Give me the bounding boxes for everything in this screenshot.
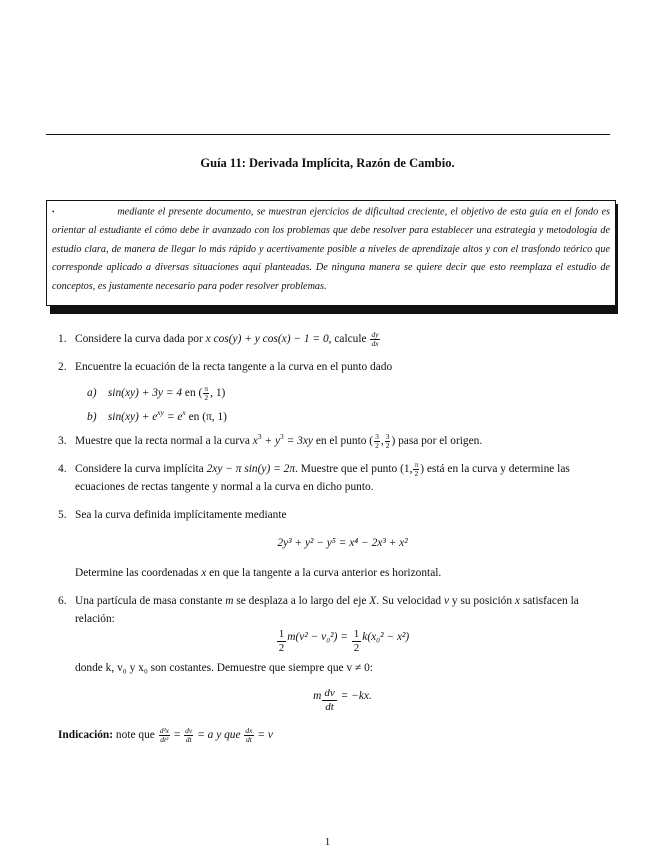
problem-after: Determine las coordenadas	[75, 567, 199, 579]
subitem-mid: en	[188, 411, 200, 423]
fraction-denominator: 2	[375, 441, 379, 450]
problem-text: Muestre que la recta normal a la curva	[75, 435, 250, 447]
variable-x: x	[514, 595, 520, 607]
point-fraction	[203, 385, 209, 402]
problem-tail: ) está en la curva y determine las ecuaciones de rectas tangente y normal a la curva en dicho punto.	[75, 463, 570, 493]
hint	[58, 726, 610, 744]
abstract-text: mediante el presente documento, se muestran ejercicios de dificultad creciente, el objetivo de esta guía en el fondo es orientar al estudiante el cómo debe ir avanzado con los problemas que debe resolver para establecer una estrategia y metodología de estudio clara, de manera de llegar lo más rápido y acertivamente posible a niveles de aprendizaje altos y con el trasfondo teórico que corresponde aplicado a diversas situaciones aquí planteadas. De ninguna manera se quiere decir que esto reemplaza el estudio de conceptos, es justamente necesario para poder resolver problemas.	[52, 206, 611, 293]
abstract-box	[46, 200, 616, 306]
fraction-numerator: 3	[385, 432, 390, 441]
problem-tail: , calcule	[328, 333, 367, 345]
where-text: donde k, v₀ y x₀ son costantes. Demuestre que siempre que v ≠ 0:	[75, 662, 373, 674]
subitem-b	[87, 408, 610, 426]
problem-variable: x	[201, 567, 207, 579]
problem-text-5: satisfacen la relación:	[75, 595, 579, 625]
fraction-denominator: dt	[325, 701, 334, 713]
equation-middle: m(v² − v₀²) =	[287, 631, 348, 643]
header-rule	[46, 134, 610, 135]
problem-3	[58, 432, 610, 450]
variable-m: m	[225, 595, 234, 607]
equation-tail: = −kx.	[340, 690, 372, 702]
fraction-denominator: 2	[414, 469, 419, 478]
subitem-mid: en	[184, 387, 196, 399]
problem-math: x	[252, 435, 258, 447]
point-fraction	[413, 461, 419, 478]
problem-math-b: + y	[264, 435, 281, 447]
problem-number: 2.	[58, 361, 67, 373]
problem-mid: en el punto (	[315, 435, 374, 447]
exponent: 3	[280, 432, 284, 441]
problem-text-4: y su posición	[451, 595, 513, 607]
equation-prefix: m	[313, 690, 322, 702]
half-fraction-left	[277, 628, 287, 655]
subitem-math-2: = e	[166, 411, 183, 423]
subitem-math: sin(xy) + e	[107, 411, 158, 423]
variable-X: X	[369, 595, 377, 607]
problem-math: 2xy − π sin(y) = 2π	[206, 463, 296, 475]
fraction-numerator: dy	[371, 330, 379, 339]
fraction-numerator: 3	[375, 432, 379, 441]
fraction-denominator: dx	[371, 339, 379, 348]
dv-dt-fraction	[322, 687, 336, 714]
hint-equals: =	[173, 729, 181, 741]
fraction-denominator: dt	[246, 735, 252, 744]
exponent: 3	[257, 432, 262, 441]
problem-number: 4.	[58, 463, 67, 475]
problem-list	[58, 330, 610, 744]
problem-6	[58, 592, 610, 744]
derivative-fraction	[370, 331, 379, 348]
problem-text: Sea la curva definida implícitamente mediante	[75, 509, 287, 521]
page-number: 1	[324, 836, 331, 848]
subitem-list	[75, 384, 610, 426]
fraction-denominator: dt	[185, 735, 192, 744]
point-fraction-1	[374, 433, 380, 450]
fraction-denominator: 2	[278, 642, 285, 654]
fraction-numerator: 1	[353, 628, 360, 640]
hint-label: Indicación:	[58, 729, 114, 741]
problem-number: 1.	[58, 333, 67, 345]
equation-tail: k(x₀² − x²)	[362, 631, 410, 643]
problem-text: Considere la curva dada por	[75, 333, 203, 345]
problem-tail: ) pasa por el origen.	[391, 435, 483, 447]
problem-text-2: se desplaza a lo largo del eje	[236, 595, 367, 607]
problem-math: x cos(y) + y cos(x) − 1 = 0	[205, 333, 329, 345]
subitem-point: (π, 1)	[202, 411, 227, 423]
variable-v: v	[443, 595, 450, 607]
hint-tail: = v	[257, 729, 273, 741]
display-equation-2	[75, 687, 610, 714]
exponent: x	[182, 408, 186, 417]
problem-text-3: . Su velocidad	[376, 595, 442, 607]
fraction-numerator: dv	[185, 726, 193, 735]
problem-number: 3.	[58, 435, 67, 447]
hint-text: note que	[115, 729, 155, 741]
exponent: xy	[157, 408, 164, 417]
problem-number: 5.	[58, 509, 67, 521]
fraction-denominator: 2	[204, 393, 209, 402]
hint-fraction-2	[184, 727, 193, 744]
point-close: , 1)	[210, 387, 226, 399]
subitem-a	[87, 384, 610, 402]
fraction-denominator: 2	[385, 441, 390, 450]
fraction-numerator: π	[204, 384, 209, 393]
hint-mid: = a y que	[197, 729, 241, 741]
display-equation: 2y³ + y² − y⁵ = x⁴ − 2x³ + x²	[277, 537, 408, 549]
point-fraction-2	[385, 433, 391, 450]
fraction-numerator: π	[414, 460, 419, 469]
half-fraction-right	[352, 628, 362, 655]
problem-number: 6.	[58, 595, 67, 607]
subitem-label: b)	[87, 411, 97, 423]
hint-fraction-3	[244, 727, 253, 744]
fraction-denominator: 2	[353, 642, 360, 654]
page-title: Guía 11: Derivada Implícita, Razón de Cambio.	[200, 156, 455, 170]
fraction-denominator: dt²	[160, 735, 169, 744]
problem-5	[58, 506, 610, 582]
fraction-numerator: dv	[324, 687, 335, 699]
problem-4	[58, 460, 610, 496]
problem-text: Encuentre la ecuación de la recta tangente a la curva en el punto dado	[75, 361, 393, 373]
problem-text: Considere la curva implícita	[75, 463, 204, 475]
point-open: (	[198, 387, 203, 399]
problem-mid: . Muestre que el punto (1,	[295, 463, 413, 475]
problem-text: Una partícula de masa constante	[75, 595, 223, 607]
fraction-numerator: 1	[278, 628, 285, 640]
problem-math-c: = 3xy	[286, 435, 313, 447]
hint-fraction-1	[159, 727, 170, 744]
problem-1	[58, 330, 610, 348]
abstract-bullet	[52, 203, 114, 222]
subitem-math: sin(xy) + 3y = 4	[107, 387, 183, 399]
fraction-numerator: d²x	[159, 726, 170, 735]
fraction-numerator: dx	[245, 726, 253, 735]
problem-after-tail: en que la tangente a la curva anterior es horizontal.	[209, 567, 442, 579]
point-comma: ,	[380, 435, 384, 447]
subitem-label: a)	[87, 387, 97, 399]
display-equation-1	[75, 628, 610, 655]
problem-2	[58, 358, 610, 426]
